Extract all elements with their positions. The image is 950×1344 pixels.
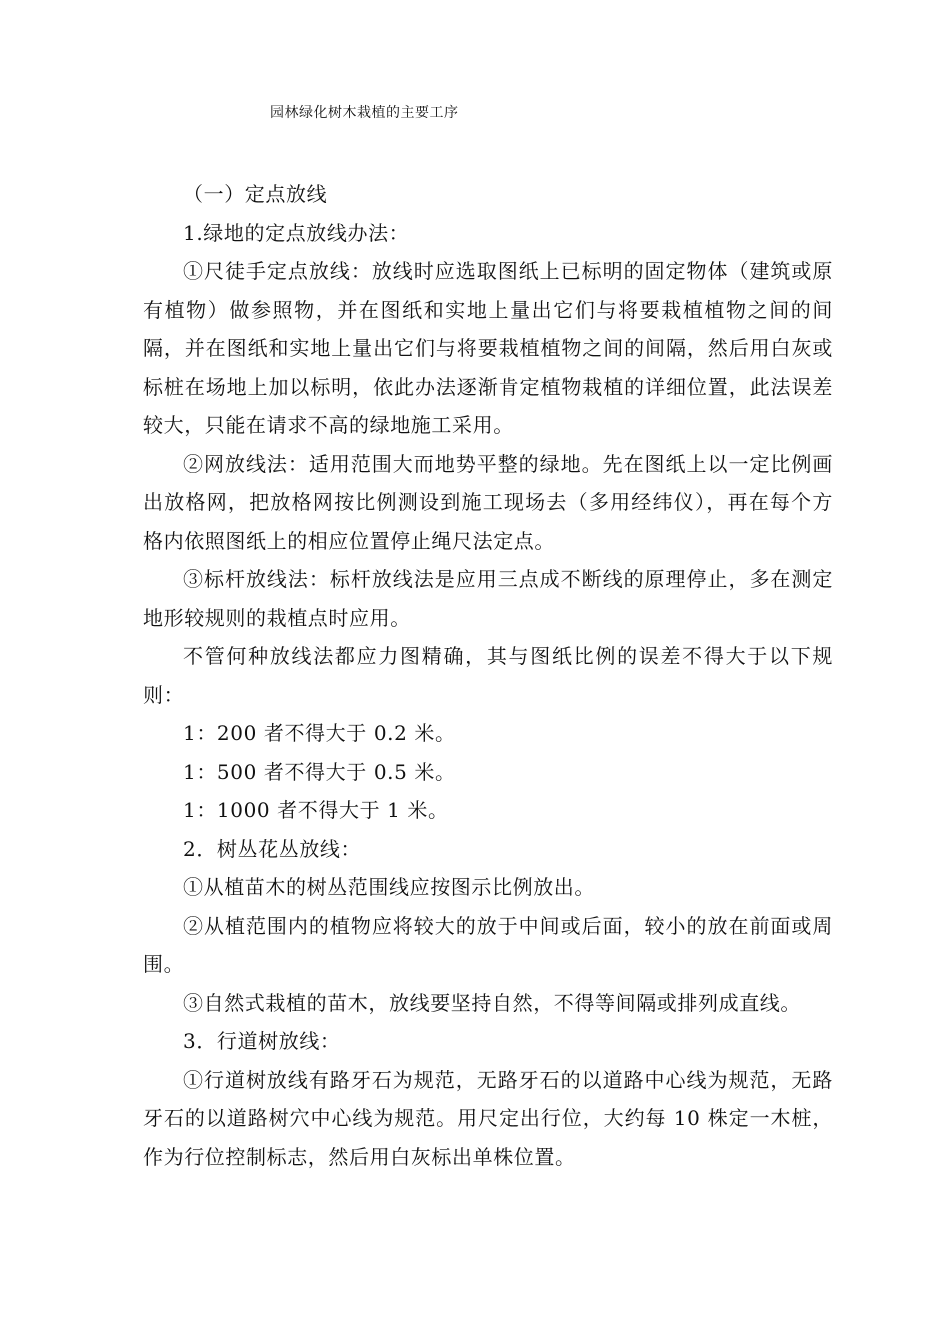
document-body [143,175,833,1176]
section-heading-staking: （一）定点放线 [183,182,328,206]
subheading-greenland-staking: 1.绿地的定点放线办法： [183,220,410,245]
paragraph-accuracy-rule: 不管何种放线法都应力图精确，其与图纸比例的误差不得大于以下规则： [143,644,833,707]
paragraph-freehand-staking: ①尺徒手定点放线：放线时应选取图纸上已标明的固定物体（建筑或原有植物）做参照物，并在图纸和实地上量出它们与将要栽植植物之间的间隔，并在图纸和实地上量出它们与将要栽植植物之间的间隔，然后用白灰或标桩在场地上加以标明，依此办法逐渐肯定植物栽植的详细位置，此法误差较大，只能在请求不高的绿地施工采用。 [143,259,833,437]
paragraph-pole-staking: ③标杆放线法：标杆放线法是应用三点成不断线的原理停止，多在测定地形较规则的栽植点时应用。 [143,567,833,630]
subheading-street-tree-staking: 3．行道树放线： [183,1029,341,1053]
subheading-cluster-staking: 2．树丛花丛放线： [183,836,362,861]
paragraph-street-tree-method: ①行道树放线有路牙石为规范，无路牙石的以道路中心线为规范，无路牙石的以道路树穴中心线为规范。用尺定出行位，大约每 10 株定一木桩，作为行位控制标志，然后用白灰标出单株位置。 [143,1067,833,1169]
scale-rule-1000: 1：1000 者不得大于 1 米。 [183,798,449,822]
paragraph-cluster-range: ①从植苗木的树丛范围线应按图示比例放出。 [183,875,595,899]
paragraph-cluster-arrangement: ②从植范围内的植物应将较大的放于中间或后面，较小的放在前面或周围。 [143,913,833,976]
paragraph-natural-planting: ③自然式栽植的苗木，放线要坚持自然，不得等间隔或排列成直线。 [183,990,801,1015]
paragraph-grid-staking: ②网放线法：适用范围大而地势平整的绿地。先在图纸上以一定比例画出放格网，把放格网按比例测设到施工现场去（多用经纬仪），再在每个方格内依照图纸上的相应位置停止绳尺法定点。 [143,451,833,553]
scale-rule-500: 1：500 者不得大于 0.5 米。 [183,759,456,784]
document-title: 园林绿化树木栽植的主要工序 [270,105,459,121]
scale-rule-200: 1：200 者不得大于 0.2 米。 [183,721,456,745]
